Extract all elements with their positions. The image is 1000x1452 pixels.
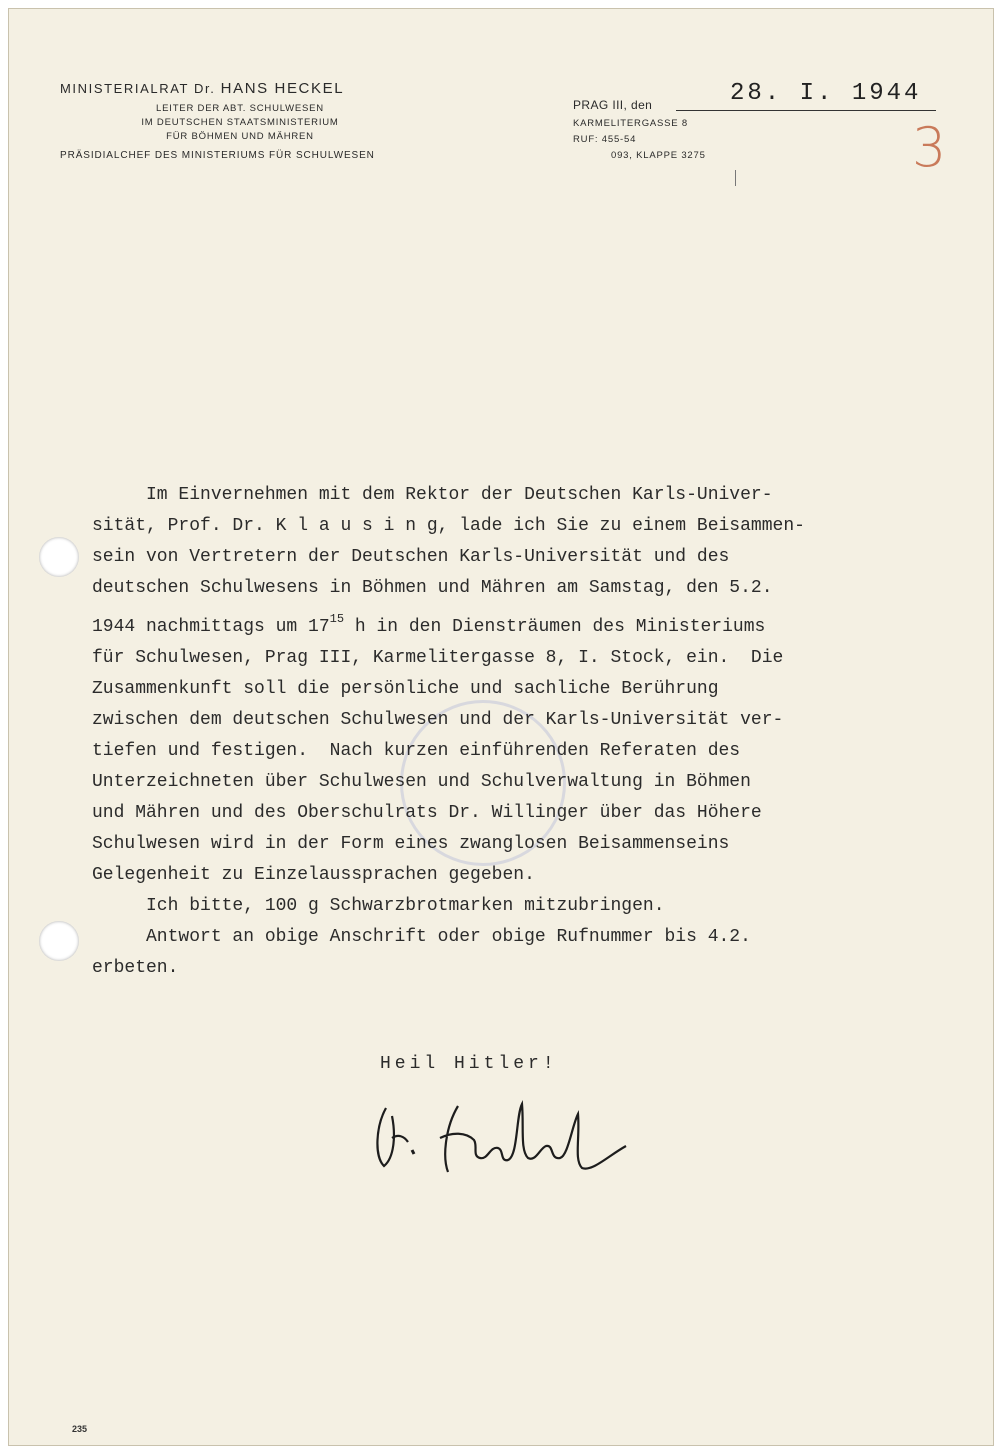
body-line-time (92, 604, 922, 643)
margin-tick (735, 170, 736, 186)
time-suffix: h in den Diensträumen des Ministeriums (344, 617, 766, 637)
address-block (573, 116, 706, 164)
body-line: Zusammenkunft soll die persönliche und sachliche Berührung (92, 679, 719, 699)
punch-hole-bottom (39, 921, 79, 961)
date-underline (676, 110, 936, 111)
body-line: zwischen dem deutschen Schulwesen und der Karls-Universität ver- (92, 710, 784, 730)
letter-body (92, 480, 922, 984)
body-line: Unterzeichneten über Schulwesen und Schulverwaltung in Böhmen (92, 772, 751, 792)
letterhead-name (60, 80, 344, 97)
letterhead-line: FÜR BÖHMEN UND MÄHREN (166, 131, 314, 142)
body-line: Antwort an obige Anschrift oder obige Rufnummer bis 4.2. (92, 927, 751, 947)
body-line: Schulwesen wird in der Form eines zwanglosen Beisammenseins (92, 834, 730, 854)
address-extension: 093, KLAPPE 3275 (611, 150, 706, 161)
letterhead-person: HANS HECKEL (220, 80, 345, 97)
page-number: 235 (72, 1424, 88, 1434)
body-line: sein von Vertretern der Deutschen Karls-Universität und des (92, 547, 730, 567)
closing-salutation: Heil Hitler! (380, 1054, 558, 1074)
letterhead-line: IM DEUTSCHEN STAATSMINISTERIUM (141, 117, 339, 128)
handwritten-signature (368, 1086, 638, 1186)
body-line: und Mähren und des Oberschulrats Dr. Willinger über das Höhere (92, 803, 762, 823)
body-line: sität, Prof. Dr. K l a u s i n g, lade ich Sie zu einem Beisammen- (92, 516, 805, 536)
body-line: Im Einvernehmen mit dem Rektor der Deutschen Karls-Univer- (92, 485, 773, 505)
body-line: erbeten. (92, 958, 179, 978)
letterhead-line: LEITER DER ABT. SCHULWESEN (156, 103, 324, 114)
letter-date: 28. I. 1944 (730, 80, 922, 107)
letterhead-presidential: PRÄSIDIALCHEF DES MINISTERIUMS FÜR SCHULWESEN (60, 150, 375, 161)
folio-mark: 3 (912, 116, 947, 179)
body-line: tiefen und festigen. Nach kurzen einführenden Referaten des (92, 741, 741, 761)
body-line: Ich bitte, 100 g Schwarzbrotmarken mitzubringen. (92, 896, 665, 916)
address-phone: RUF: 455-54 (573, 134, 637, 145)
time-superscript: 15 (329, 612, 345, 626)
body-line: 1944 nachmittags um 17 (92, 617, 330, 637)
letterhead-subtitle (60, 102, 420, 144)
punch-hole-top (39, 537, 79, 577)
body-line: Gelegenheit zu Einzelaussprachen gegeben. (92, 865, 535, 885)
body-line: für Schulwesen, Prag III, Karmelitergasse 8, I. Stock, ein. Die (92, 648, 784, 668)
letterhead-title: MINISTERIALRAT Dr. (60, 81, 216, 96)
place-label: PRAG III, den (573, 98, 653, 112)
body-line: deutschen Schulwesens in Böhmen und Mähren am Samstag, den 5.2. (92, 578, 773, 598)
address-street: KARMELITERGASSE 8 (573, 118, 688, 129)
